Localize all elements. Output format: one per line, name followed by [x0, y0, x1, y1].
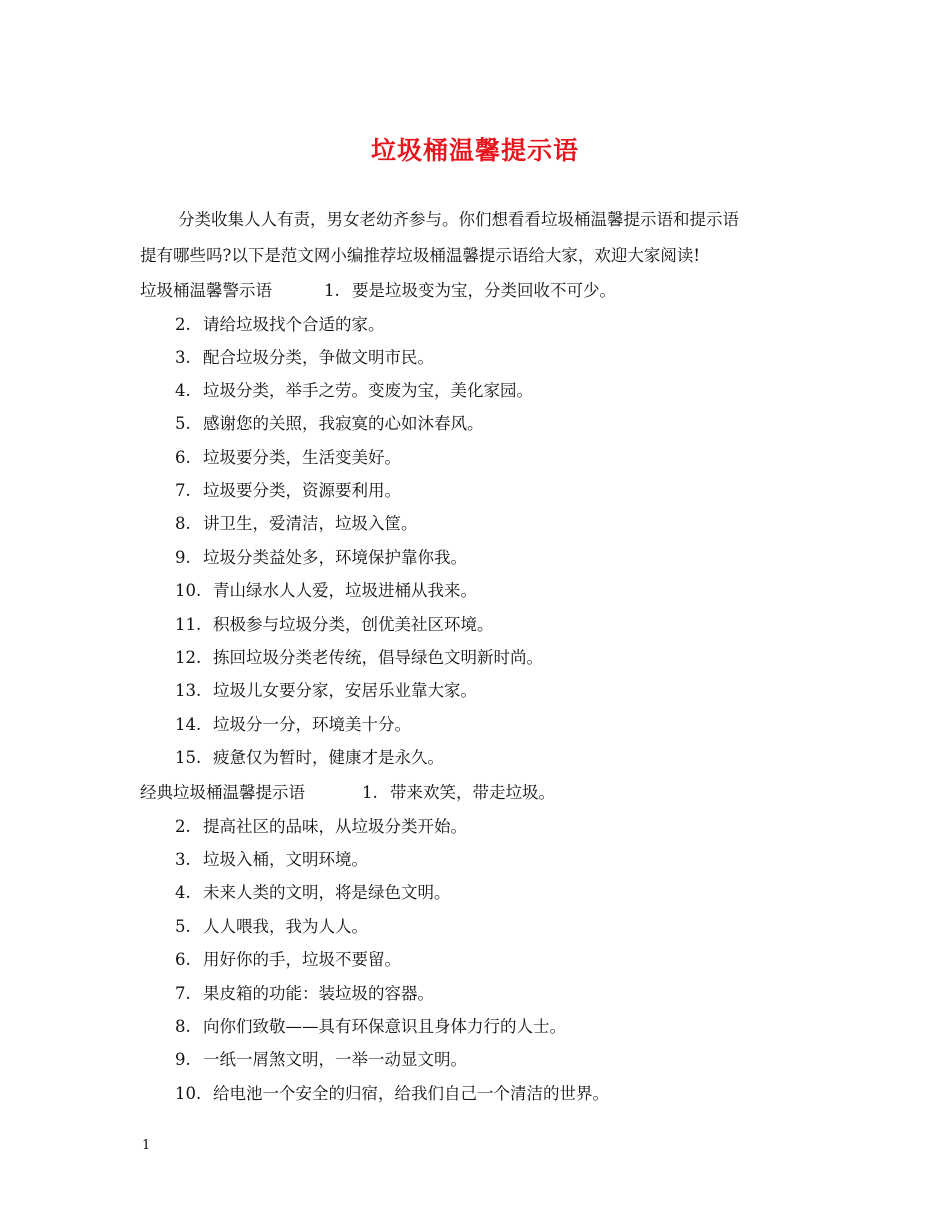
list-item-number: 12. [175, 648, 202, 667]
list-item-number: 10. [175, 1084, 202, 1103]
list-item-number: 1. [324, 281, 340, 300]
list-item-number: 6. [175, 448, 191, 467]
list-item-text: 垃圾要分类，资源要利用。 [203, 481, 401, 500]
list-item-number: 2. [175, 817, 191, 836]
list-item-number: 9. [175, 548, 191, 567]
intro-line-2: 提有哪些吗?以下是范文网小编推荐垃圾桶温馨提示语给大家，欢迎大家阅读! [140, 246, 700, 265]
section2-heading: 经典垃圾桶温馨提示语 [140, 783, 305, 802]
list-item-text: 疲惫仅为暂时，健康才是永久。 [213, 748, 444, 767]
list-item-text: 一纸一屑煞文明，一举一动显文明。 [203, 1050, 467, 1069]
list-item-number: 15. [175, 748, 202, 767]
section1-heading-row [140, 281, 616, 301]
list-item-text: 给电池一个安全的归宿，给我们自己一个清洁的世界。 [213, 1084, 609, 1103]
list-item-text: 请给垃圾找个合适的家。 [203, 315, 385, 334]
list-item-text: 人人喂我，我为人人。 [203, 917, 368, 936]
list-item-number: 8. [175, 1017, 191, 1036]
list-item-text: 讲卫生，爱清洁，垃圾入筐。 [203, 514, 418, 533]
list-item [175, 1084, 609, 1104]
list-item [175, 817, 467, 837]
list-item [175, 414, 484, 434]
list-item [175, 448, 401, 468]
list-item-text: 配合垃圾分类，争做文明市民。 [203, 348, 434, 367]
list-item-number: 11. [175, 615, 202, 634]
list-item-text: 果皮箱的功能：装垃圾的容器。 [203, 984, 434, 1003]
list-item [175, 917, 368, 937]
list-item-number: 6. [175, 950, 191, 969]
list-item [175, 315, 385, 335]
list-item-number: 5. [175, 917, 191, 936]
list-item [175, 581, 477, 601]
list-item [175, 481, 401, 501]
list-item-number: 2. [175, 315, 191, 334]
document-title: 垃圾桶温馨提示语 [370, 136, 579, 165]
list-item-text: 垃圾分类益处多，环境保护靠你我。 [203, 548, 467, 567]
list-item [175, 348, 434, 368]
list-item-text: 垃圾要分类，生活变美好。 [203, 448, 401, 467]
list-item-number: 14. [175, 715, 202, 734]
list-item-number: 13. [175, 681, 202, 700]
list-item-text: 垃圾分类，举手之劳。变废为宝，美化家园。 [203, 381, 533, 400]
list-item-text: 积极参与垃圾分类，创优美社区环境。 [213, 615, 494, 634]
list-item-text: 用好你的手，垃圾不要留。 [203, 950, 401, 969]
section2-heading-row [140, 783, 555, 803]
list-item [175, 681, 477, 701]
list-item-number: 4. [175, 381, 191, 400]
list-item-number: 3. [175, 850, 191, 869]
list-item-text: 带来欢笑，带走垃圾。 [390, 783, 555, 802]
list-item-text: 青山绿水人人爱，垃圾进桶从我来。 [213, 581, 477, 600]
list-item [175, 715, 411, 735]
list-item [175, 615, 494, 635]
list-item-text: 向你们致敬——具有环保意识且身体力行的人士。 [203, 1017, 566, 1036]
list-item-number: 3. [175, 348, 191, 367]
list-item-text: 感谢您的关照，我寂寞的心如沐春风。 [203, 414, 484, 433]
list-item-text: 垃圾儿女要分家，安居乐业靠大家。 [213, 681, 477, 700]
list-item [175, 514, 418, 534]
list-item-number: 7. [175, 984, 191, 1003]
list-item [175, 950, 401, 970]
page-number: 1 [142, 1138, 151, 1153]
list-item-number: 1. [362, 783, 378, 802]
list-item [175, 648, 543, 668]
list-item [175, 883, 451, 903]
list-item-number: 7. [175, 481, 191, 500]
list-item-text: 要是垃圾变为宝，分类回收不可少。 [352, 281, 616, 300]
list-item [175, 850, 368, 870]
list-item-number: 4. [175, 883, 191, 902]
list-item-number: 8. [175, 514, 191, 533]
list-item-number: 9. [175, 1050, 191, 1069]
list-item [175, 748, 444, 768]
section1-heading: 垃圾桶温馨警示语 [140, 281, 272, 300]
list-item-text: 垃圾分一分，环境美十分。 [213, 715, 411, 734]
intro-line-1: 分类收集人人有责，男女老幼齐参与。你们想看看垃圾桶温馨提示语和提示语 [178, 210, 739, 229]
list-item [175, 381, 533, 401]
list-item [175, 1050, 467, 1070]
list-item [175, 1017, 566, 1037]
list-item [175, 548, 467, 568]
list-item-text: 未来人类的文明，将是绿色文明。 [203, 883, 451, 902]
list-item-text: 拣回垃圾分类老传统，倡导绿色文明新时尚。 [213, 648, 543, 667]
list-item-text: 垃圾入桶，文明环境。 [203, 850, 368, 869]
list-item-number: 5. [175, 414, 191, 433]
list-item-number: 10. [175, 581, 202, 600]
list-item [175, 984, 434, 1004]
list-item-text: 提高社区的品味，从垃圾分类开始。 [203, 817, 467, 836]
